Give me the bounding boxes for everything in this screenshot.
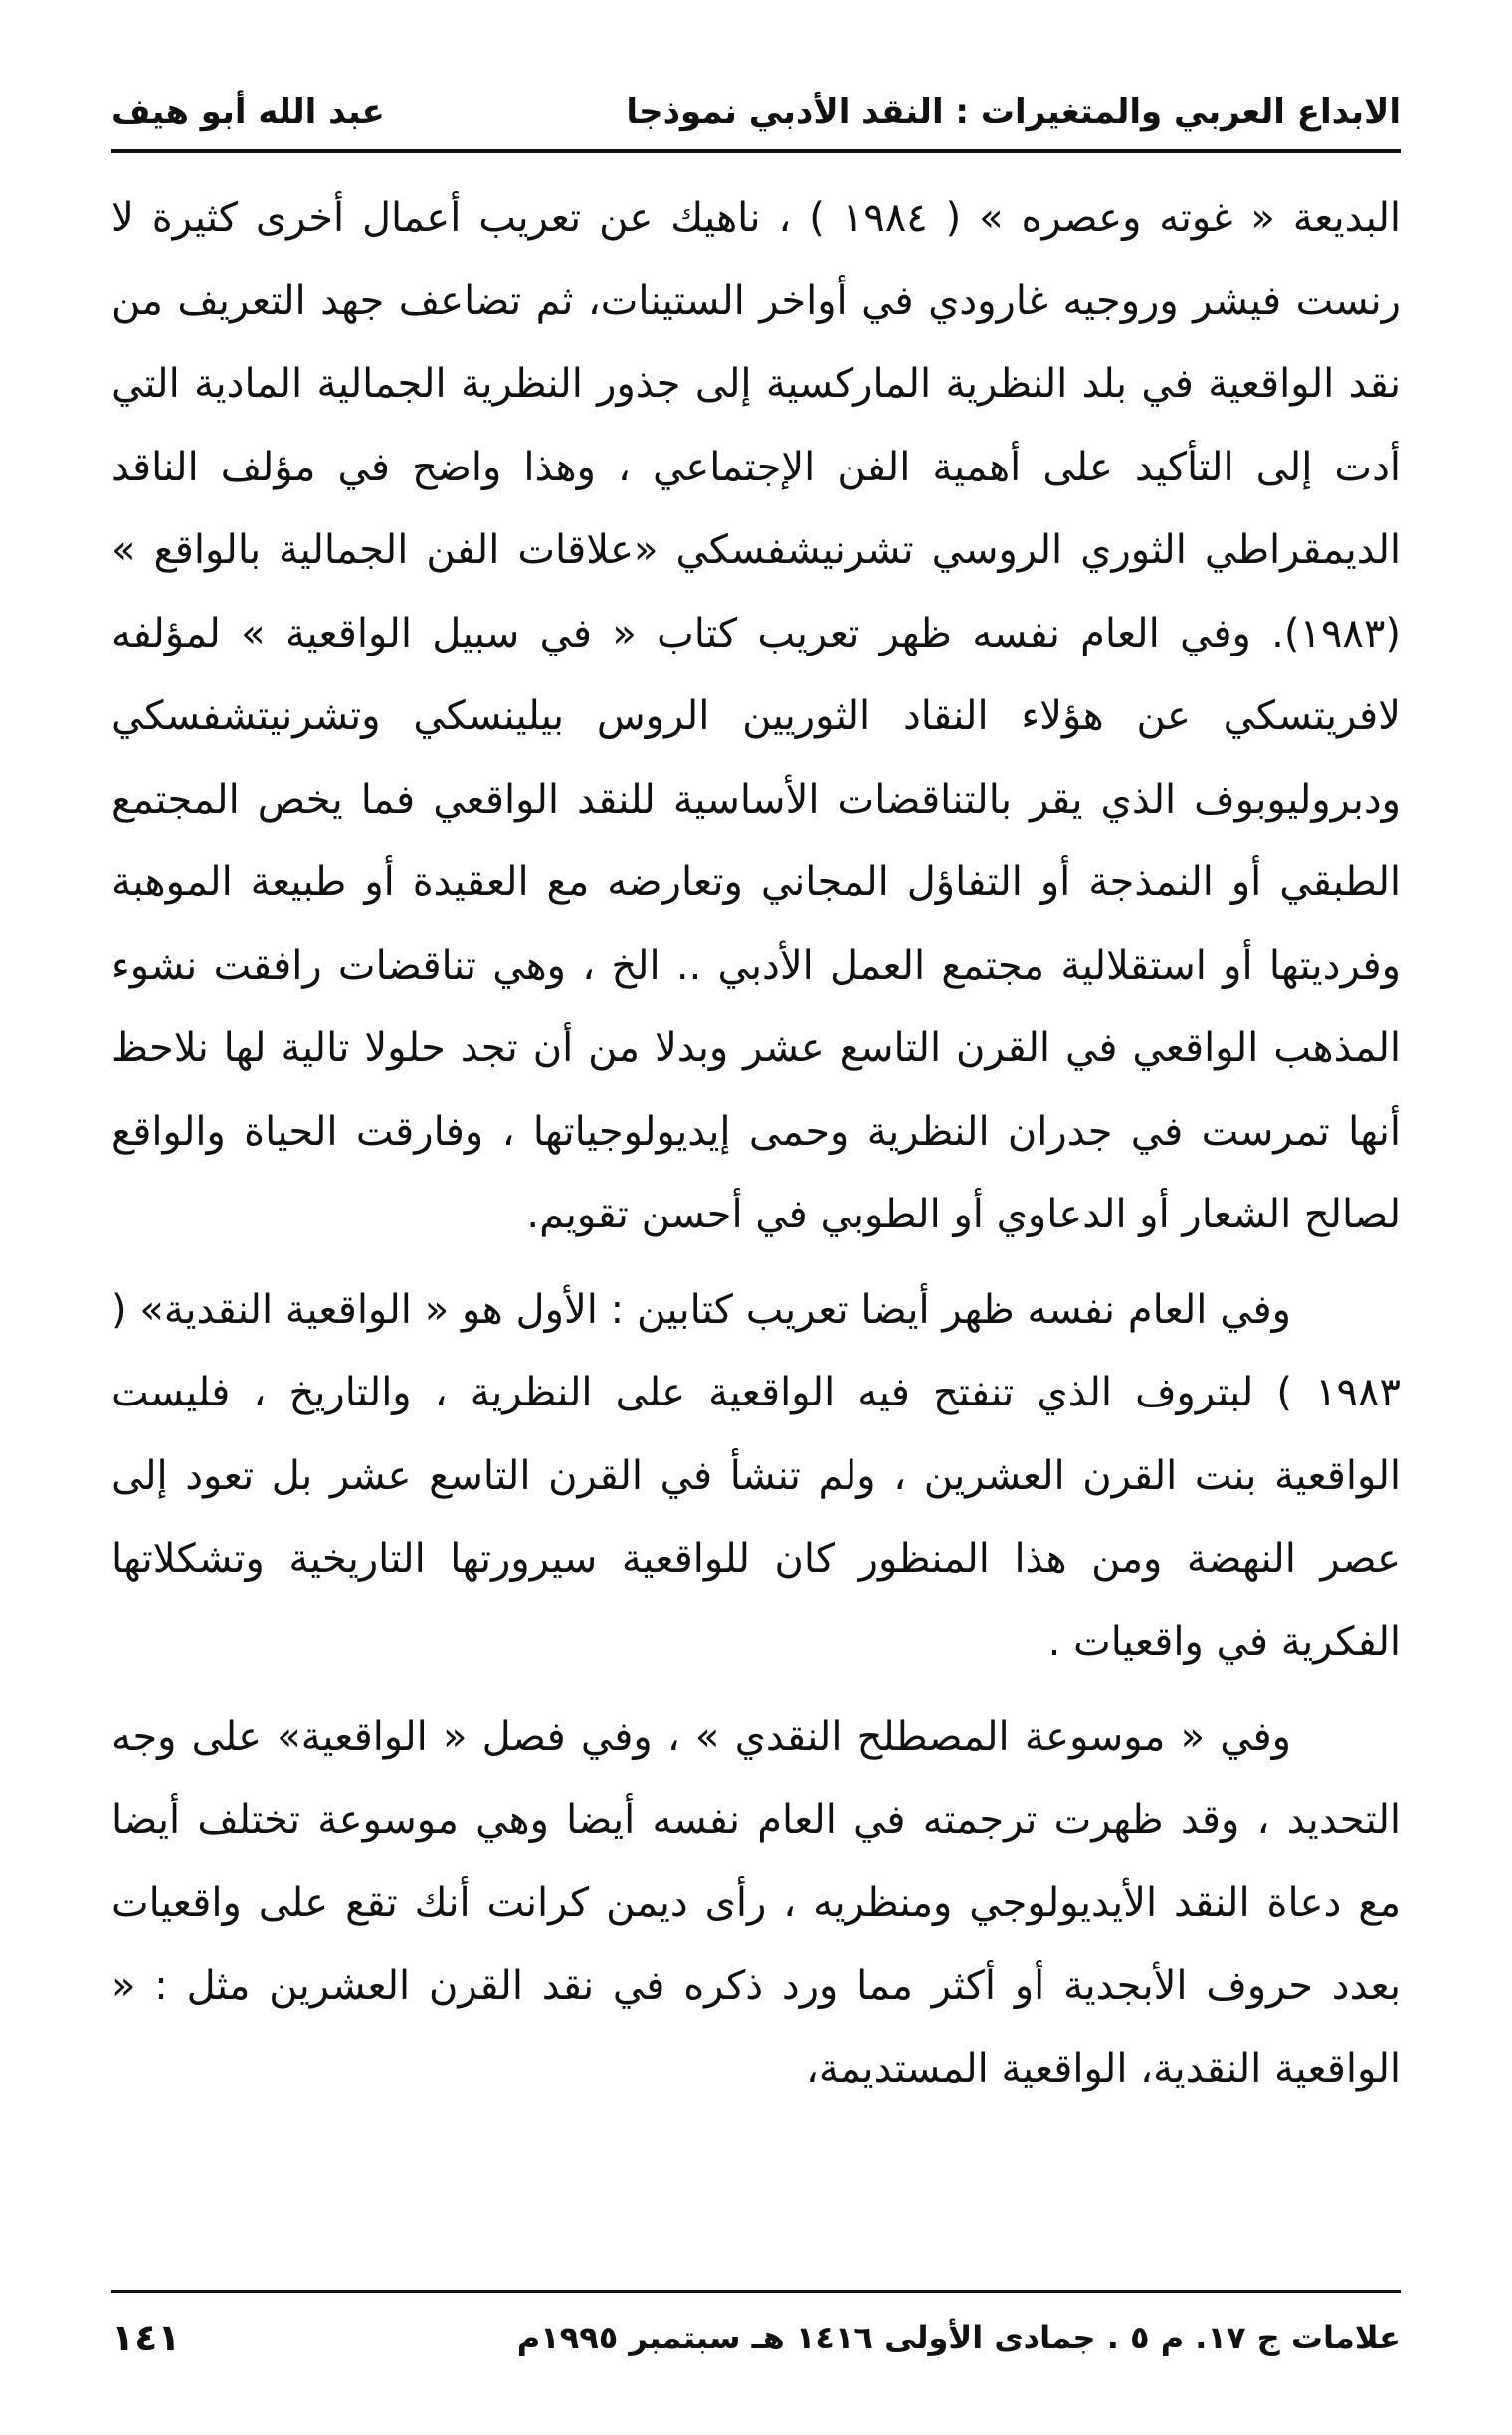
body-text xyxy=(111,177,1401,2276)
header-title: الابداع العربي والمتغيرات : النقد الأدبي نموذجا xyxy=(626,93,1401,132)
footer-divider xyxy=(111,2290,1401,2293)
running-header xyxy=(111,78,1401,147)
page-number: ١٤١ xyxy=(111,2316,181,2359)
paragraph-1: البديعة « غوته وعصره » ( ١٩٨٤ ) ، ناهيك عن تعريب أعمال أخرى كثيرة لا رنست فيشر وروجيه غارودي في أواخر الستينات، ثم تضاعف جهد التعريف من نقد الواقعية في بلد النظرية الماركسية إلى جذور النظرية الجمالية المادية التي أدت إلى التأكيد على أهمية الفن الإجتماعي ، وهذا واضح في مؤلف الناقد الديمقراطي الثوري الروسي تشرنيشفسكي «علاقات الفن الجمالية بالواقع » (١٩٨٣). وفي العام نفسه ظهر تعريب كتاب « في سبيل الواقعية » لمؤلفه لافريتسكي عن هؤلاء النقاد الثوريين الروس بيلينسكي وتشرنيتشفسكي ودبروليوبوف الذي يقر بالتناقضات الأساسية للنقد الواقعي فما يخص المجتمع الطبقي أو النمذجة أو التفاؤل المجاني وتعارضه مع العقيدة أو طبيعة الموهبة وفرديتها أو استقلالية مجتمع العمل الأدبي .. الخ ، وهي تناقضات رافقت نشوء المذهب الواقعي في القرن التاسع عشر وبدلا من أن تجد حلولا تالية لها نلاحظ أنها تمرست في جدران النظرية وحمى إيديولوجياتها ، وفارقت الحياة والواقع لصالح الشعار أو الدعاوي أو الطوبي في أحسن تقويم. xyxy=(111,195,1401,1237)
header-divider xyxy=(111,149,1401,153)
header-author: عبد الله أبو هيف xyxy=(111,93,385,132)
footer-citation: علامات ج ١٧. م ٥ . جمادى الأولى ١٤١٦ هـ سبتمبر ١٩٩٥م xyxy=(516,2319,1401,2356)
paragraph-3: وفي « موسوعة المصطلح النقدي » ، وفي فصل « الواقعية» على وجه التحديد ، وقد ظهرت ترجمته في العام نفسه أيضا وهي موسوعة تختلف أيضا مع دعاة النقد الأيديولوجي ومنظريه ، رأى ديمن كرانت أنك تقع على واقعيات بعدد حروف الأبجدية أو أكثر مما ورد ذكره في نقد القرن العشرين مثل : « الواقعية النقدية، الواقعية المستديمة، xyxy=(111,1714,1401,2092)
running-footer xyxy=(111,2306,1401,2369)
paragraph-2: وفي العام نفسه ظهر أيضا تعريب كتابين : الأول هو « الواقعية النقدية» ( ١٩٨٣ ) لبتروف الذي تنفتح فيه الواقعية على النظرية ، والتاريخ ، فليست الواقعية بنت القرن العشرين ، ولم تنشأ في القرن التاسع عشر بل تعود إلى عصر النهضة ومن هذا المنظور كان للواقعية سيرورتها التاريخية وتشكلاتها الفكرية في واقعيات . xyxy=(111,1286,1401,1665)
